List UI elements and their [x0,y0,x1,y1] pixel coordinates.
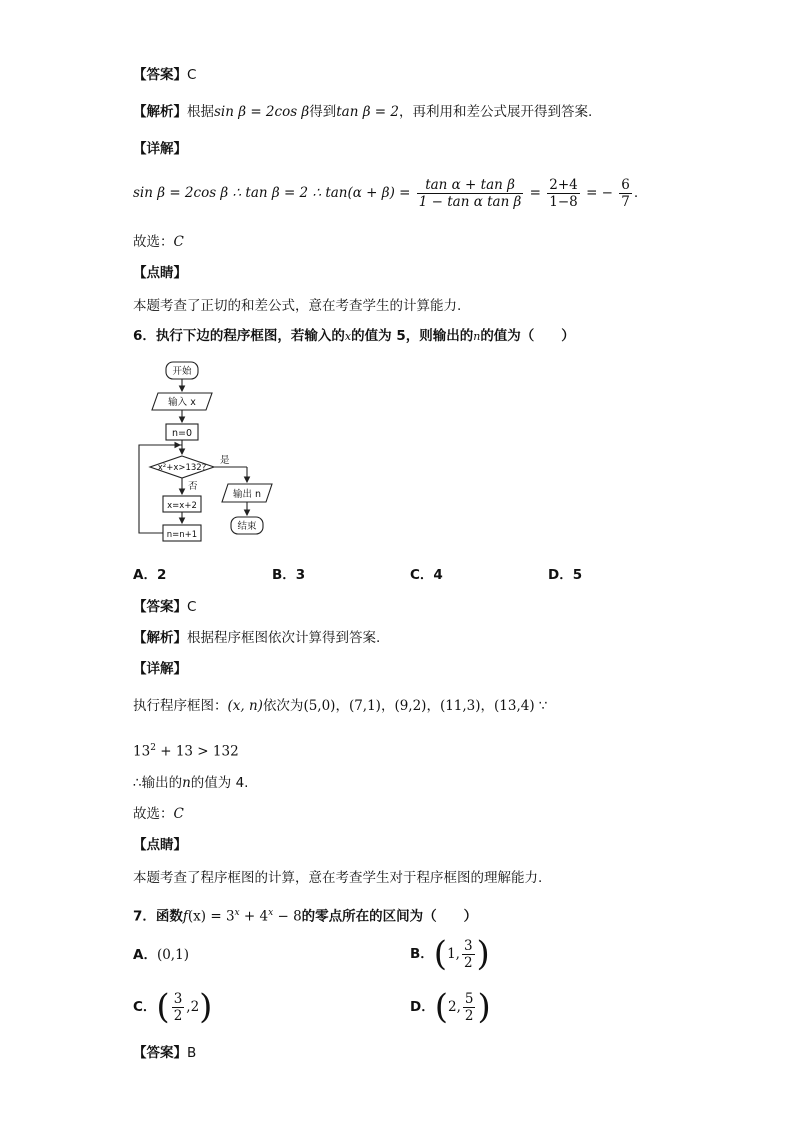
numerator: 3 [463,937,473,954]
right-paren: ) [199,987,213,1027]
func-name: f [182,908,188,925]
flow-start-label: 开始 [172,366,192,377]
option-label: B． [410,946,434,962]
flow-step2-label: n=n+1 [166,530,198,540]
analysis-text: ，再利用和差公式展开得到答案. [398,104,593,120]
choose-label: 故选： [133,234,174,250]
q6-comment-tag: 【点睛】 [133,837,187,853]
numerator: tan α + tan β [417,177,524,194]
q5-answer [133,65,196,85]
option-value: ,2 [186,999,200,1015]
q7-option-c [133,985,212,1029]
q7-option-a [133,945,189,965]
q5-comment: 本题考查了正切的和差公式，意在考查学生的计算能力. [133,298,462,314]
denominator: 2 [464,1007,474,1024]
detail-pair: (x, n) [227,698,263,714]
flow-input-label: 输入 x [168,397,196,408]
option-label: D． [410,999,435,1015]
result-variable: n [182,775,191,791]
ineq-rest: + 13 > 132 [155,743,239,760]
fraction [417,177,524,210]
answer-tag: 【答案】 [133,67,187,83]
func-part: − 8 [273,908,302,925]
ineq-base: 13 [133,743,151,760]
q5-detail-tag: 【详解】 [133,141,187,157]
analysis-tag: 【解析】 [133,104,187,120]
choose-value: C [173,806,184,822]
result-text: 的值为 4. [190,775,249,791]
option-value: 1, [447,946,460,962]
q6-choose [133,804,184,824]
q7-question [133,903,477,927]
option-label: A． [133,947,157,963]
numerator: 6 [621,176,630,193]
option-label: B． [272,567,296,583]
flow-output-label: 输出 n [232,489,262,500]
detail-text: 执行程序框图： [133,698,228,714]
q6-comment: 本题考查了程序框图的计算，意在考查学生对于程序框图的理解能力. [133,870,543,886]
left-paren: ( [156,987,170,1027]
q6-option-c [410,565,443,585]
denominator: 1−8 [549,193,578,210]
question-text: 的值为 5，则输出的 [351,328,474,344]
q6-analysis [133,628,380,648]
func-part: = 3 [206,908,235,925]
left-paren: ( [434,987,448,1027]
left-paren: ( [433,934,448,974]
analysis-formula: tan β = 2 [336,104,399,120]
denominator: 2 [173,1007,183,1024]
fraction [463,991,476,1024]
option-label: C． [410,567,434,583]
option-value: 2 [156,567,167,583]
q7-answer [133,1043,196,1063]
analysis-text: 根据程序框图依次计算得到答案. [187,630,381,646]
flow-init-label: n=0 [171,428,193,439]
q6-detail [133,696,548,716]
question-text: 6．执行下边的程序框图，若输入的 [133,328,345,344]
q6-option-d [548,565,582,585]
q6-question [133,326,575,347]
question-text: 的值为（ ） [480,328,575,344]
choose-label: 故选： [133,806,174,822]
right-paren: ) [476,934,490,974]
period: . [633,185,639,201]
flow-no-label: 否 [188,481,198,492]
fraction [619,177,632,210]
choose-value: C [173,234,184,250]
exponent: x [268,908,274,918]
variable: x [344,330,352,343]
equals: = [529,185,541,201]
q6-option-b [272,565,305,585]
flow-yes-label: 是 [220,455,230,466]
answer-value: B [187,1045,197,1061]
q6-inequality [133,738,239,762]
q5-choose [133,232,184,252]
denominator: 2 [463,954,473,971]
numerator: 3 [173,990,183,1007]
denominator: 1 − tan α tan β [418,193,522,210]
answer-tag: 【答案】 [133,599,187,615]
flowchart [130,355,290,555]
option-value: 5 [572,567,583,583]
answer-value: C [187,599,197,615]
option-value: 2, [447,999,461,1015]
question-text: 7．函数 [133,908,183,925]
question-text: 的零点所在的区间为（ ） [301,908,478,925]
q5-comment-tag: 【点睛】 [133,265,187,281]
analysis-formula: sin β = 2cos β [214,104,310,120]
analysis-tag: 【解析】 [133,630,187,646]
q6-result [133,773,248,793]
q6-detail-tag: 【详解】 [133,661,187,677]
q6-option-a [133,565,166,585]
flow-step1-label: x=x+2 [167,501,197,511]
denominator: 7 [621,193,630,210]
because-symbol: ∵ [534,698,548,714]
variable: n [473,330,481,343]
flow-decision-label: x²+x>132? [157,463,207,473]
option-value: 4 [433,567,443,583]
formula-part: sin β = 2cos β ∴ tan β = 2 ∴ tan(α + β) = [133,185,411,201]
option-label: C． [133,999,157,1015]
analysis-text: 得到 [309,104,337,120]
q7-option-d [410,985,491,1029]
fraction [547,177,580,210]
q6-answer [133,597,196,617]
detail-values: (5,0)，(7,1)，(9,2)，(11,3)，(13,4) [303,698,535,714]
option-label: A． [133,567,157,583]
func-arg: (x) [187,908,207,925]
flow-end-label: 结束 [237,521,257,532]
q7-option-b [410,932,490,976]
fraction [462,938,475,971]
right-paren: ) [477,987,491,1027]
equals-minus: = − [586,185,613,201]
option-value: 3 [295,567,306,583]
numerator: 2+4 [549,176,578,193]
q5-detail-formula [133,176,638,210]
func-part: + 4 [239,908,269,925]
ineq-exponent: 2 [150,743,156,753]
detail-text: 依次为 [262,698,304,714]
exponent: x [234,908,240,918]
answer-tag: 【答案】 [133,1045,187,1061]
analysis-text: 根据 [187,104,214,120]
answer-value: C [187,67,197,83]
result-text: ∴输出的 [133,775,183,791]
q5-analysis [133,102,592,122]
option-label: D． [548,567,573,583]
fraction [172,991,185,1024]
numerator: 5 [464,990,474,1007]
option-value: (0,1) [156,947,189,963]
